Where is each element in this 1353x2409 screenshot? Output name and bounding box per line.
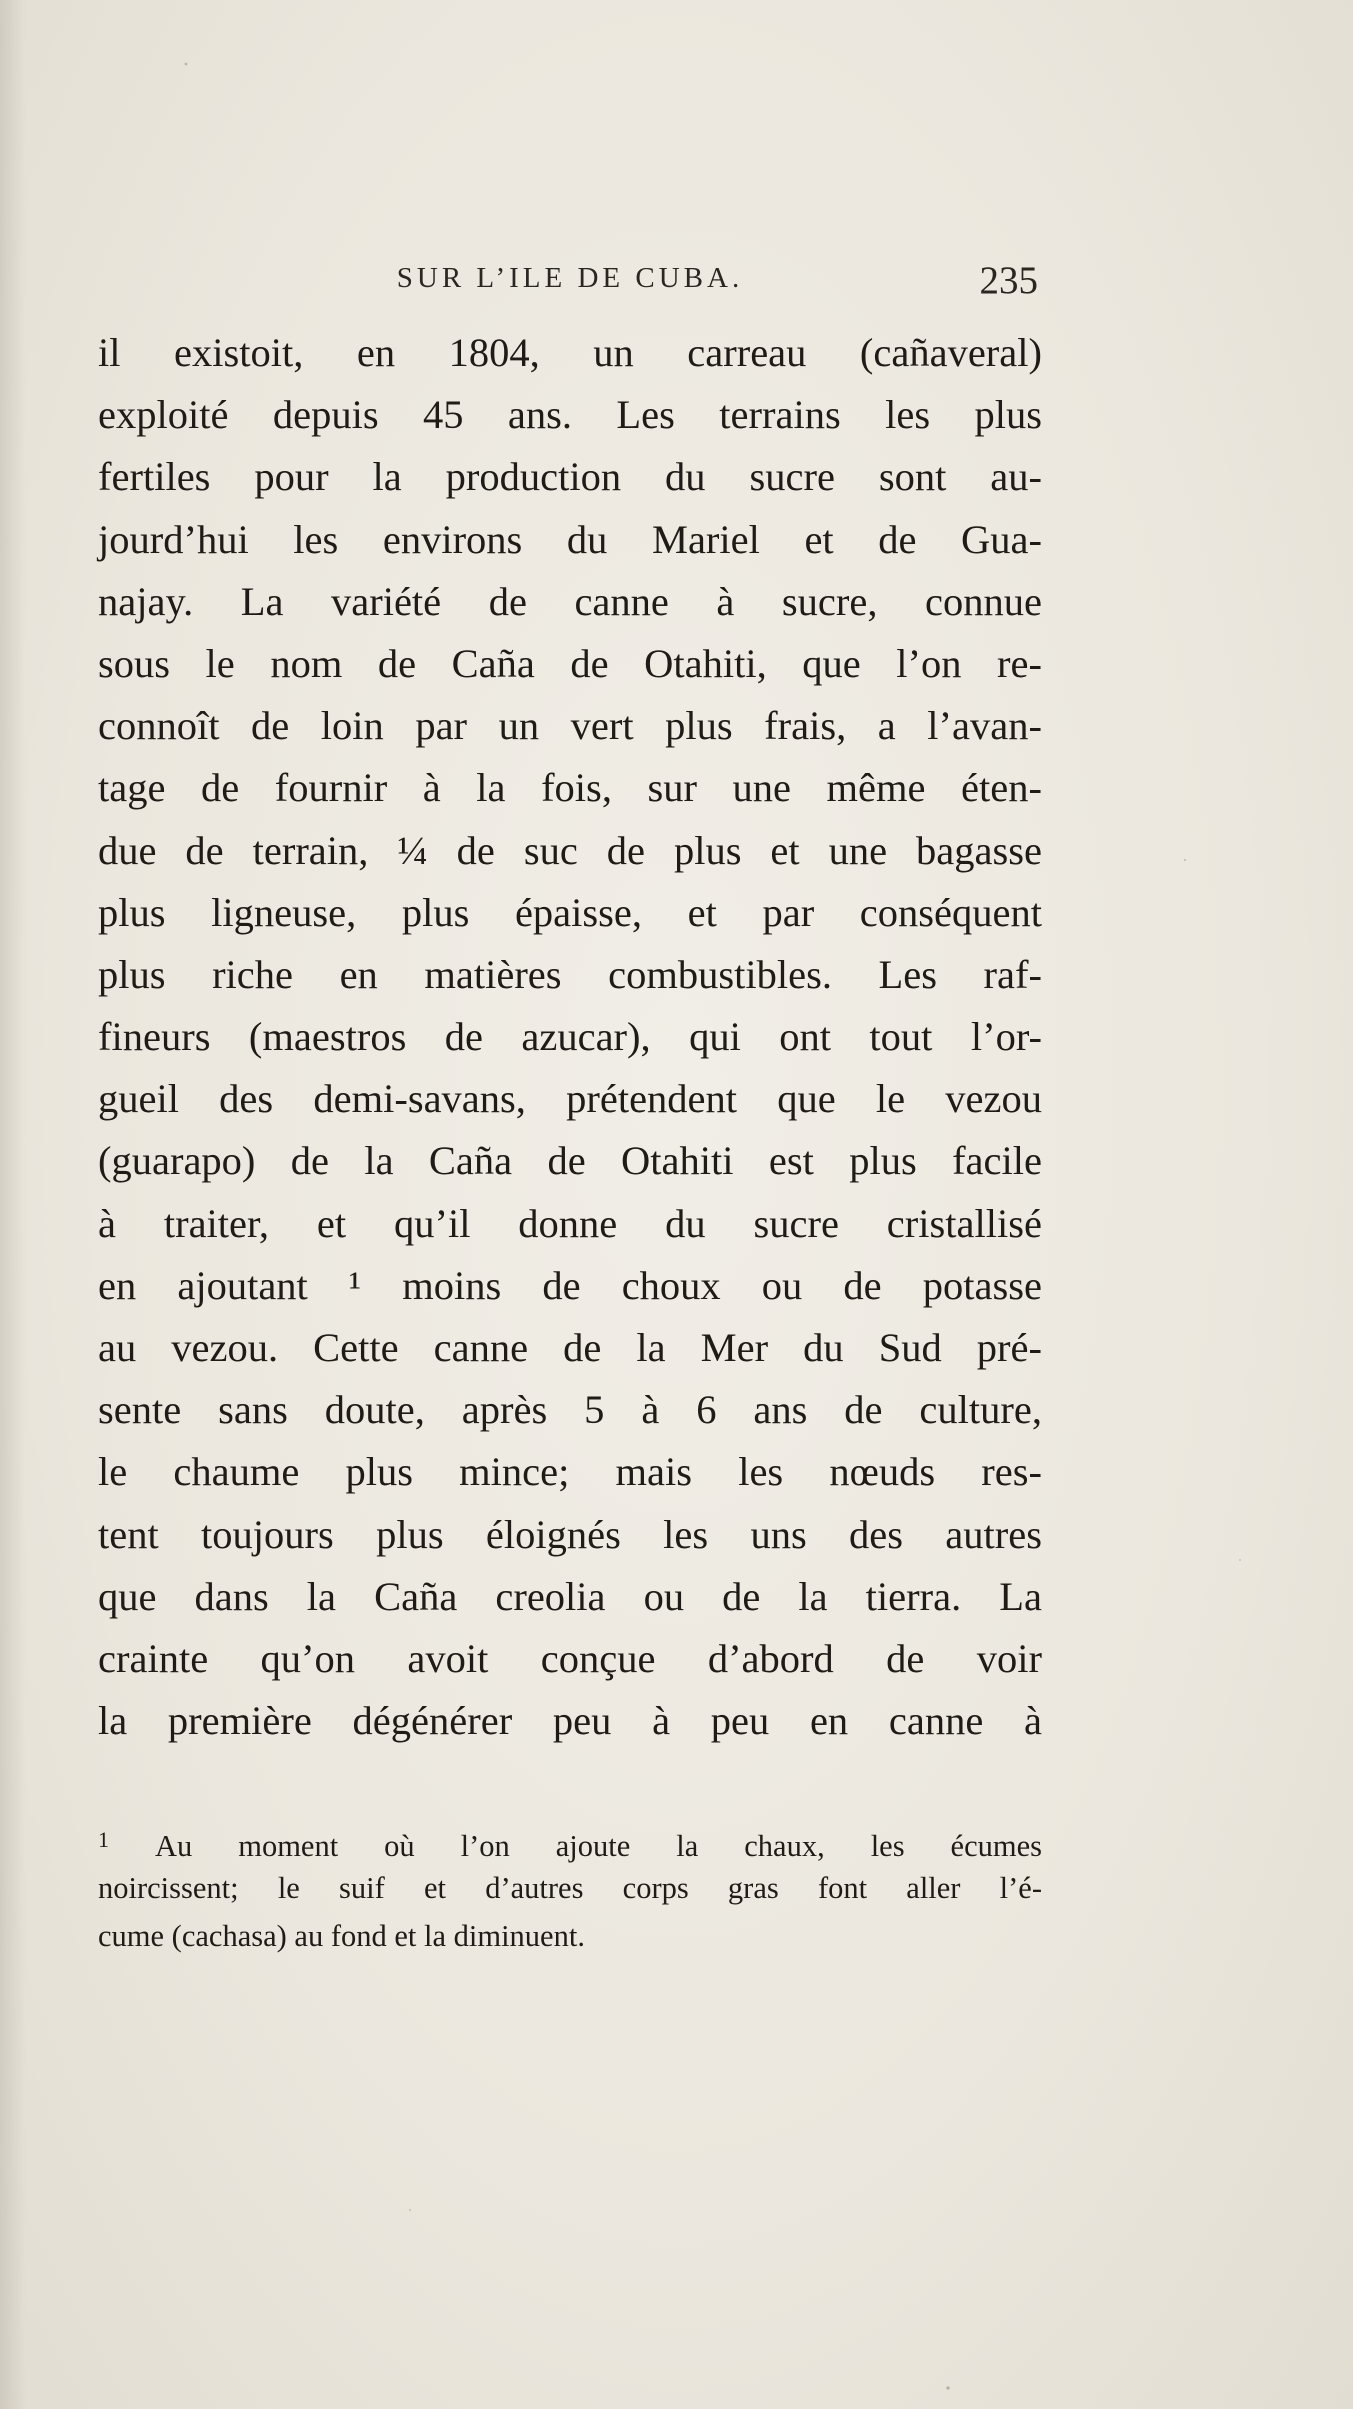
footnote-line: noircissent; le suif et d’autres corps gras font aller l’é- [98,1871,1042,1905]
text-line: fineurs (maestros de azucar), qui ont tout l’or- [98,1014,1042,1060]
footnote-marker: 1 [98,1827,109,1852]
text-line: gueil des demi-savans, prétendent que le vezou [98,1076,1042,1122]
text-line: sous le nom de Caña de Otahiti, que l’on re- [98,640,1042,686]
text-line: sente sans doute, après 5 à 6 ans de culture, [98,1387,1042,1433]
text-line: en ajoutant ¹ moins de choux ou de potasse [98,1262,1042,1308]
footnote-text: Au moment où l’on ajoute la chaux, les écumes [154,1829,1043,1863]
footnote-line: cume (cachasa) au fond et la diminuent. [98,1919,585,1953]
text-line: jourd’hui les environs du Mariel et de Gua- [98,516,1042,562]
text-line: le chaume plus mince; mais les nœuds res- [98,1449,1042,1495]
text-line: exploité depuis 45 ans. Les terrains les plus [98,392,1042,438]
text-line: la première dégénérer peu à peu en canne à [98,1698,1042,1744]
page-number: 235 [979,259,1038,302]
text-line: il existoit, en 1804, un carreau (cañaveral) [98,330,1042,375]
running-title: SUR L’ILE DE CUBA. [396,262,744,294]
text-line: due de terrain, ¼ de suc de plus et une bagasse [98,827,1042,873]
text-line: au vezou. Cette canne de la Mer du Sud pré- [98,1325,1042,1370]
text-line: (guarapo) de la Caña de Otahiti est plus facile [98,1138,1042,1184]
text-line: plus ligneuse, plus épaisse, et par conséquent [98,889,1042,935]
text-line: tent toujours plus éloignés les uns des autres [98,1511,1042,1557]
text-line: que dans la Caña creolia ou de la tierra. La [98,1573,1042,1619]
text-line: plus riche en matières combustibles. Les raf- [98,951,1042,997]
text-line: fertiles pour la production du sucre sont au- [98,454,1042,500]
text-line: tage de fournir à la fois, sur une même éten- [98,765,1042,811]
text-line: crainte qu’on avoit conçue d’abord de voir [98,1635,1042,1681]
text-line: najay. La variété de canne à sucre, connue [98,578,1042,624]
text-line: connoît de loin par un vert plus frais, a l’avan- [98,703,1042,749]
text-line: à traiter, et qu’il donne du sucre cristallisé [98,1200,1042,1246]
